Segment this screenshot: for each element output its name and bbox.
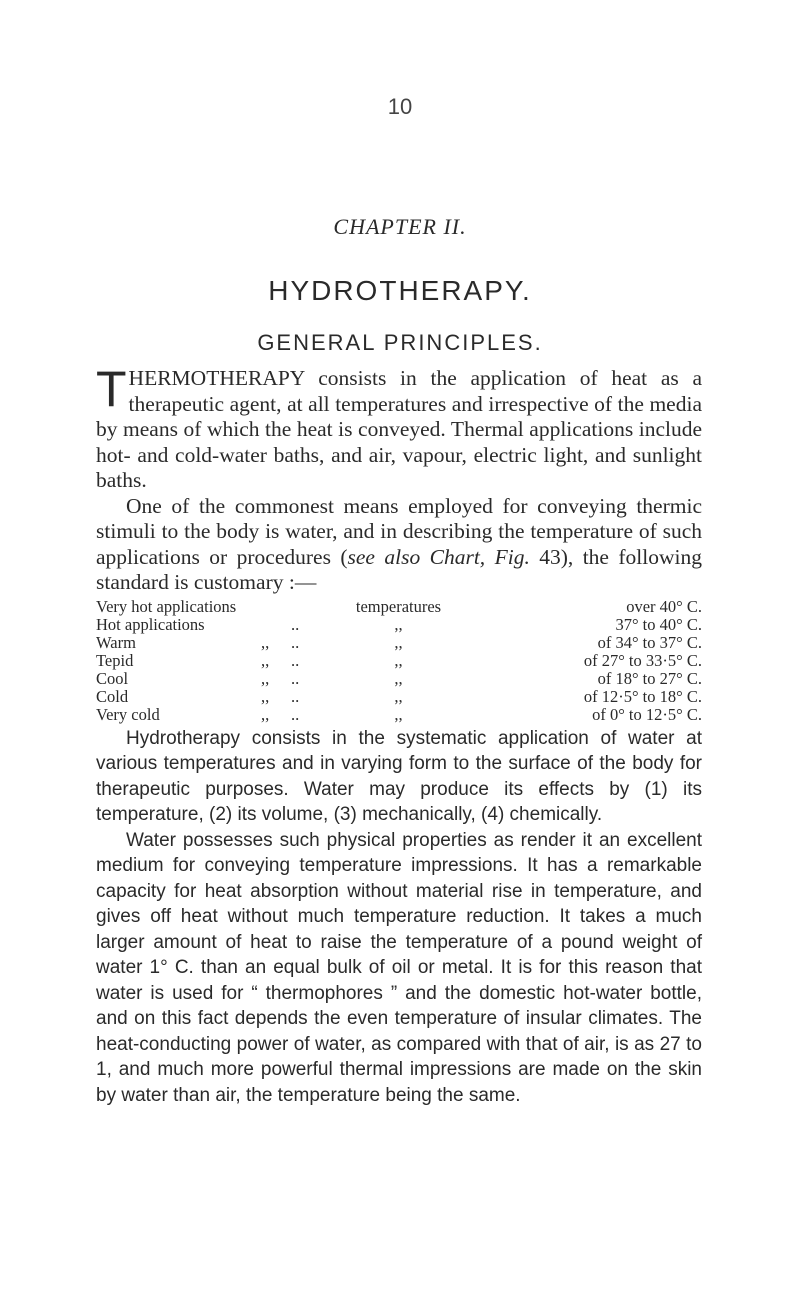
- row-range: over 40° C.: [626, 596, 702, 616]
- row-ditto: [261, 598, 291, 616]
- table-row: [96, 616, 702, 634]
- row-mid: temperatures: [355, 596, 442, 616]
- row-ditto: [261, 616, 291, 634]
- row-dots: ..: [291, 668, 300, 688]
- row-mid: ,,: [394, 614, 403, 634]
- row-dots: ..: [291, 632, 300, 652]
- para2-after: 43), the following standard is customary :—: [96, 544, 702, 594]
- row-mid: ,,: [394, 650, 403, 670]
- row-dots: ..: [291, 614, 300, 634]
- row-label: Very cold: [96, 704, 160, 724]
- properties-paragraph: Water possesses such physical properties as render it an excellent medium for conveying temperature impressions. It has a remarkable capacity for heat absorption without material rise in temperature, and gives off heat without much temperature reduction. It takes a much larger amount of heat to raise the temperature of a pound weight of water 1° C. than an equal bulk of oil or metal. It is for this reason that water is used for “ thermophores ” and the domestic hot-water bottle, and on this fact depends the even temperature of insular climates. The heat-conducting power of water, as compared with that of air, is as 27 to 1, and much more powerful thermal impressions are made on the skin by water than air, the temperature being the same.: [96, 829, 702, 1106]
- table-row: [96, 598, 702, 616]
- hydrotherapy-paragraph: Hydrotherapy consists in the systematic application of water at various temperatures and in varying form to the surface of the body for therapeutic purposes. Water may produce its effects by (1) its temperature, (2) its volume, (3) mechanically, (4) chemically.: [96, 727, 702, 825]
- table-row: [96, 706, 702, 724]
- table-row: [96, 688, 702, 706]
- row-range: of 12·5° to 18° C.: [583, 686, 702, 706]
- drop-cap: T: [96, 361, 127, 417]
- chapter-heading: CHAPTER II.: [333, 214, 467, 239]
- row-dots: ..: [291, 704, 300, 724]
- row-range: 37° to 40° C.: [615, 614, 702, 634]
- row-mid: ,,: [394, 704, 403, 724]
- row-range: of 27° to 33·5° C.: [583, 650, 702, 670]
- row-label: Tepid: [96, 650, 134, 670]
- row-label: Cold: [96, 686, 129, 706]
- table-row: [96, 634, 702, 652]
- row-range: of 18° to 27° C.: [597, 668, 702, 688]
- row-ditto: ,,: [261, 650, 270, 670]
- temperature-table: [96, 598, 702, 724]
- row-dots: ..: [291, 650, 300, 670]
- row-dots: ..: [291, 686, 300, 706]
- row-ditto: ,,: [261, 668, 270, 688]
- row-range: of 34° to 37° C.: [597, 632, 702, 652]
- para2-before: One of the commonest means employed for conveying thermic stimuli to the body is water, and in describing the temperature of such applications or procedures (: [96, 493, 702, 569]
- row-mid: ,,: [394, 686, 403, 706]
- row-dots: [291, 598, 321, 616]
- page-number: 10: [387, 94, 413, 119]
- row-label: Very hot applications: [96, 596, 237, 616]
- section-subtitle: GENERAL PRINCIPLES.: [257, 330, 543, 355]
- standard-paragraph: [96, 494, 702, 596]
- row-ditto: ,,: [261, 632, 270, 652]
- row-ditto: ,,: [261, 704, 270, 724]
- row-ditto: ,,: [261, 686, 270, 706]
- body-text: [96, 361, 702, 1108]
- table-row: [96, 652, 702, 670]
- row-label: Hot applications: [96, 614, 205, 634]
- page-title: HYDROTHERAPY.: [268, 275, 532, 306]
- row-label: Cool: [96, 668, 129, 688]
- row-label: Warm: [96, 632, 136, 652]
- row-range: of 0° to 12·5° C.: [592, 704, 702, 724]
- para2-italic: see also Chart, Fig.: [347, 544, 530, 569]
- intro-text: HERMOTHERAPY consists in the application of heat as a therapeutic agent, at all temperatures and irrespective of the media by means of which the heat is conveyed. Thermal applications include hot- and cold-water baths, and air, vapour, electric light, and sunlight baths.: [96, 366, 702, 492]
- intro-paragraph: [96, 361, 702, 494]
- table-row: [96, 670, 702, 688]
- row-mid: ,,: [394, 668, 403, 688]
- row-mid: ,,: [394, 632, 403, 652]
